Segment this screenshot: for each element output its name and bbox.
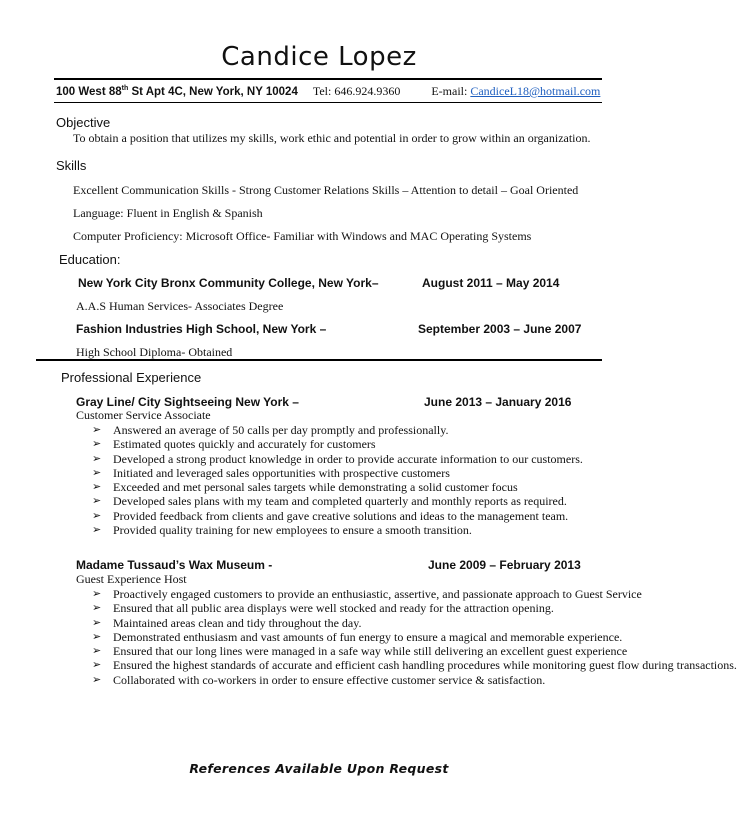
job-title: Guest Experience Host (76, 572, 187, 586)
section-rule (36, 359, 602, 361)
education-detail: A.A.S Human Services- Associates Degree (76, 299, 284, 313)
job-bullet-list (92, 587, 737, 687)
list-item: ➢ Ensured that our long lines were managed in a safe way while still delivering an excellent guest experience (92, 644, 628, 659)
list-item: ➢ Provided quality training for new employees to ensure a smooth transition. (92, 523, 472, 538)
email-label: E-mail: (431, 84, 471, 98)
job-employer: Gray Line/ City Sightseeing New York – (76, 395, 299, 409)
list-item: ➢ Developed a strong product knowledge in order to provide accurate information to our customers. (92, 451, 583, 466)
arrowhead-bullet-icon: ➢ (92, 601, 102, 615)
arrowhead-bullet-icon: ➢ (92, 465, 102, 479)
list-item: ➢ Demonstrated enthusiasm and vast amounts of fun energy to ensure a magical and memorable experience. (92, 629, 623, 644)
email-link[interactable]: CandiceL18@hotmail.com (470, 84, 601, 98)
education-school: New York City Bronx Community College, New York– (78, 276, 379, 290)
list-item: ➢ Answered an average of 50 calls per day promptly and professionally. (92, 423, 449, 437)
list-item: ➢ Ensured that all public area displays were well stocked and ready for the attraction opening. (92, 601, 554, 616)
objective-heading: Objective (56, 115, 111, 130)
header-rule-thick (54, 78, 602, 80)
list-item: ➢ Provided feedback from clients and gave creative solutions and ideas to the management team. (92, 508, 569, 523)
arrowhead-bullet-icon: ➢ (92, 629, 102, 643)
arrowhead-bullet-icon: ➢ (92, 451, 102, 465)
skills-heading: Skills (56, 158, 87, 173)
education-school: Fashion Industries High School, New York – (76, 322, 327, 336)
address: 100 West 88th St Apt 4C, New York, NY 10024 (56, 85, 298, 98)
contact-line (56, 84, 600, 99)
objective-text: To obtain a position that utilizes my skills, work ethic and potential in order to grow within an organization. (73, 131, 591, 145)
education-dates: September 2003 – June 2007 (418, 322, 582, 336)
job-bullet-list (92, 423, 612, 537)
header-rule-thin (54, 102, 602, 103)
list-item: ➢ Proactively engaged customers to provide an enthusiastic, assertive, and passionate approach to Guest Service (92, 587, 642, 601)
list-item: ➢ Collaborated with co-workers in order to ensure effective customer service & satisfaction. (92, 672, 546, 687)
arrowhead-bullet-icon: ➢ (92, 480, 102, 494)
skills-line: Computer Proficiency: Microsoft Office- Familiar with Windows and MAC Operating Systems (73, 229, 532, 243)
list-item: ➢ Initiated and leveraged sales opportunities with prospective customers (92, 465, 450, 480)
education-heading: Education: (59, 252, 121, 267)
arrowhead-bullet-icon: ➢ (92, 437, 102, 451)
arrowhead-bullet-icon: ➢ (92, 523, 102, 537)
skills-line: Excellent Communication Skills - Strong Customer Relations Skills – Attention to detail – Goal Oriented (73, 183, 579, 197)
list-item: ➢ Exceeded and met personal sales targets while demonstrating a solid customer focus (92, 480, 518, 495)
education-dates: August 2011 – May 2014 (422, 276, 560, 290)
list-item: ➢ Developed sales plans with my team and completed quarterly and monthly reports as required. (92, 494, 567, 509)
job-dates: June 2009 – February 2013 (428, 558, 581, 572)
arrowhead-bullet-icon: ➢ (92, 644, 102, 658)
job-dates: June 2013 – January 2016 (424, 395, 572, 409)
phone: Tel: 646.924.9360 (312, 84, 401, 98)
job-employer: Madame Tussaud’s Wax Museum - (76, 558, 273, 572)
arrowhead-bullet-icon: ➢ (92, 658, 102, 672)
job-title: Customer Service Associate (76, 408, 211, 422)
education-detail: High School Diploma- Obtained (76, 345, 233, 359)
arrowhead-bullet-icon: ➢ (92, 672, 102, 686)
references-note: References Available Upon Request (189, 761, 449, 776)
arrowhead-bullet-icon: ➢ (92, 508, 102, 522)
list-item: ➢ Estimated quotes quickly and accurately for customers (92, 437, 376, 452)
experience-heading: Professional Experience (61, 370, 202, 385)
arrowhead-bullet-icon: ➢ (92, 587, 102, 600)
list-item: ➢ Maintained areas clean and tidy throughout the day. (92, 615, 362, 630)
list-item: ➢ Ensured the highest standards of accurate and efficient cash handling procedures while monitoring guest flow during transactions. (92, 658, 737, 673)
resume-name: Candice Lopez (221, 42, 417, 72)
arrowhead-bullet-icon: ➢ (92, 615, 102, 629)
skills-line: Language: Fluent in English & Spanish (73, 206, 263, 220)
arrowhead-bullet-icon: ➢ (92, 423, 102, 436)
arrowhead-bullet-icon: ➢ (92, 494, 102, 508)
